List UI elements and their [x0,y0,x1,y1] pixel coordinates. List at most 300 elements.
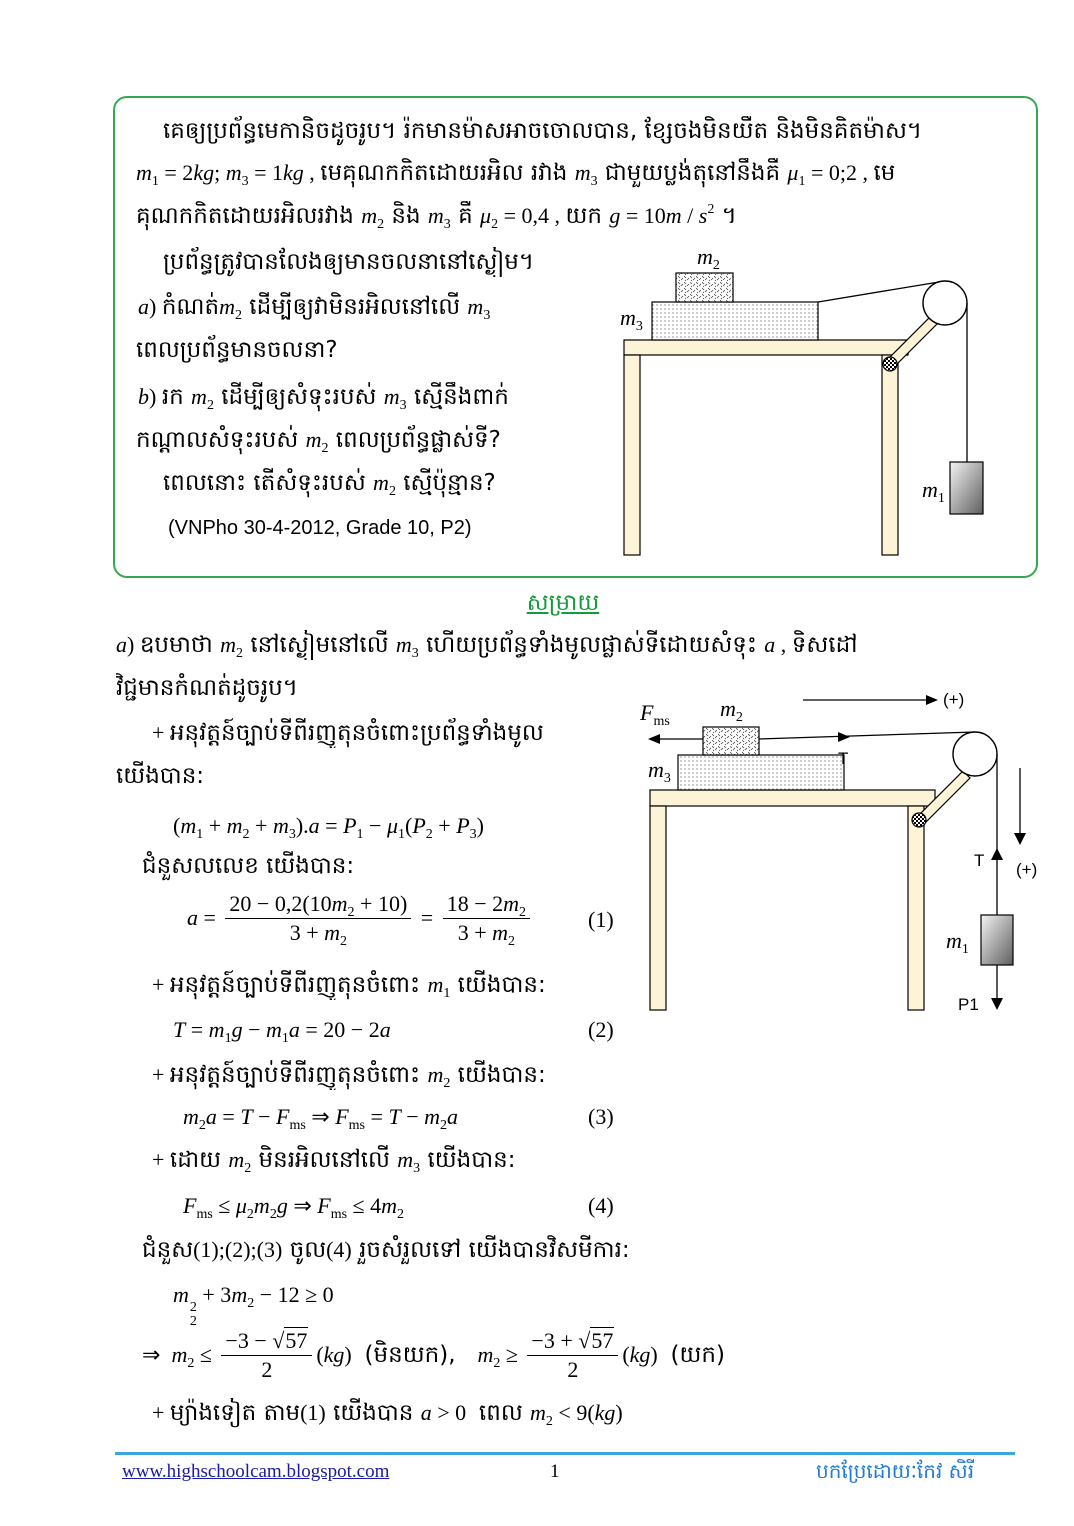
problem-line-8 [136,425,596,455]
table-top [650,790,935,806]
subscript: 2 [187,1356,195,1371]
math-text: − [363,813,387,838]
math-text: = 0,4 , [498,203,566,228]
subscript: 2 [440,1118,447,1132]
math-symbol: m [395,632,412,657]
label-m1 [946,928,969,956]
solution-line-5 [142,851,592,881]
math-variable [386,813,406,841]
math-variable [381,1193,405,1221]
figure-1-drawing [600,240,1020,570]
math-variable [191,384,214,412]
math-symbol: b [138,384,149,409]
khmer-text: មិនរអិលនៅលើ [251,1147,398,1173]
khmer-text: (មិនយក), [357,1342,478,1368]
figure-2 [640,680,1060,1025]
math-variable [173,1017,185,1042]
positive-direction-arrowhead-vertical [1014,833,1026,845]
khmer-text: កណ្ដាលសំទុះរបស់ [136,427,306,453]
khmer-text: យើងបាន: [420,1147,516,1173]
math-text: ( [173,813,181,838]
khmer-text: ពេលប្រព័ន្ធមានចលនា? [136,337,338,363]
math-variable [648,757,671,786]
khmer-text: អនុវត្តន៍ច្បាប់ទីពីរញូតុនចំពោះ [169,1062,428,1088]
math-text: 20 − 0,2(10 [229,891,332,916]
math-variable [183,1193,213,1221]
math-text: = 0;2 , [805,160,874,185]
footer-rule [115,1452,1015,1455]
math-text: + [249,813,273,838]
equation-1 [187,888,577,952]
math-text: ⇒ [287,1193,318,1218]
math-text: / [681,203,699,228]
math-symbol: m [427,1062,444,1087]
math-text: (1);(2);(3) [193,1237,283,1262]
math-symbol: P [412,813,426,838]
subscript: 2 [493,1356,501,1371]
equation-number-2: (2) [588,1017,614,1042]
math-text: = 2 [158,160,194,185]
math-text: ( [405,813,413,838]
khmer-text: មេគុណកកិតដោយរអិល រវាង [320,160,575,186]
math-symbol: g [609,203,621,228]
block-m2 [703,727,759,755]
math-symbol: a [288,1017,300,1042]
math-symbol: m [467,294,484,319]
math-symbol: m [381,1193,398,1218]
footer-website-link[interactable]: www.highschoolcam.blogspot.com [122,1461,390,1482]
subscript: 1 [443,986,451,1000]
subscript: 2 [321,441,329,455]
equation-system-motion [173,811,623,841]
subscript: 2 [712,258,720,273]
math-symbol: m [226,813,243,838]
math-symbol: a [116,632,127,657]
inequality-solution [142,1325,1042,1389]
subscript: 3 [411,646,419,660]
math-symbol: m [228,1147,245,1172]
block-m3 [678,755,844,790]
math-text: + [432,813,457,838]
khmer-text: យើងបាន [325,1400,421,1426]
khmer-text: គុណកកិតដោយរអិលរវាង [136,203,362,229]
math-symbol: m [180,813,197,838]
math-variable [193,160,214,185]
khmer-text: គេឲ្យប្រព័ន្ធមេកានិចដូចរូប។ រ៉កមានម៉ាសអាចចោលបាន, ខ្សែចងមិនយឺត និងមិនគិតម៉ាស។ [163,118,922,144]
solution-line-8 [152,1145,1032,1175]
label-friction-force [640,700,670,728]
problem-line-6 [136,335,596,365]
solution-line-7 [152,1060,1032,1090]
figure-2-drawing [640,680,1060,1025]
math-text: ≤ [194,1342,218,1367]
math-variable [764,632,775,657]
math-variable [640,700,670,729]
math-symbol: F [640,700,654,725]
math-symbol: g [276,1193,288,1218]
math-text: + [203,813,227,838]
denominator [454,919,519,947]
math-symbol: m [720,696,736,721]
math-symbol: m [191,384,207,409]
math-variable [289,1017,300,1042]
math-variable [208,1017,232,1045]
subscript: 1 [356,827,364,841]
math-variable [275,1104,306,1132]
subscript: 2 [189,1314,197,1329]
problem-line-3 [136,201,1028,231]
math-text: ) [344,1342,358,1367]
subscript: 2 [443,1076,451,1090]
math-variable [467,294,491,322]
problem-line-1 [163,116,1023,146]
square-root [272,1327,308,1353]
math-text: 3 + [457,920,493,945]
math-symbol: kg [629,1342,651,1367]
math-text: −3 − [225,1328,273,1353]
khmer-text: ជំនួសលលេខ យើងបាន: [142,853,355,879]
math-text: ) [615,1400,623,1425]
label-m2 [720,696,743,724]
subscript: 1 [224,1031,232,1045]
subscript: 3 [469,827,477,841]
label-tension-vertical: T [974,851,985,870]
math-symbol: m [305,427,322,452]
math-symbol: a [187,905,198,930]
khmer-text: រួចសំរួលទៅ យើងបានវិសមីការ: [351,1237,630,1263]
math-text: − [252,1104,276,1129]
math-text: = 20 − 2 [299,1017,380,1042]
math-variable [480,203,499,231]
math-variable [187,905,198,930]
math-text: 18 − 2 [446,891,504,916]
math-text: −3 + [531,1328,579,1353]
pivot-wheel [883,357,897,371]
math-symbol: μ [235,1193,247,1218]
math-variable [922,477,945,506]
subscript: ms [653,714,670,729]
math-variable [595,1400,616,1425]
math-symbol: F [335,1104,349,1129]
math-symbol: m [220,632,237,657]
math-text: ⇒ [142,1342,172,1367]
math-variable [421,1400,432,1425]
math-symbol: a [308,813,320,838]
khmer-text: ពេលប្រព័ន្ធផ្លាស់ទី? [328,427,501,453]
subscript: 2 [377,217,385,231]
fraction [443,890,530,947]
solution-line-9 [142,1235,1032,1265]
math-symbol: m [530,1400,546,1425]
numerator [443,890,530,919]
math-variable [427,203,451,231]
block-m2 [676,273,733,302]
math-variable [697,244,720,273]
radical-sign: √ [578,1328,591,1353]
math-variable [630,1342,651,1367]
subscript: 3 [413,1161,421,1175]
math-variable [335,1104,366,1132]
block-m3 [652,302,818,340]
khmer-text: ប្រព័ន្ធត្រូវបានលែងឲ្យមានចលនានៅស្ងៀម។ [163,249,535,275]
math-variable [397,1147,421,1175]
subscript: 2 [269,1207,277,1221]
math-variable [183,1104,206,1132]
equation-4 [183,1191,573,1221]
math-symbol: m [620,305,636,330]
problem-line-4 [163,247,593,277]
math-variable [231,1282,255,1311]
table-top [624,340,908,355]
positive-direction-arrowhead-horizontal [926,695,938,705]
math-variable [503,891,527,920]
math-variable [492,920,516,949]
math-text: 2 [567,1357,579,1382]
math-text: ; [214,160,226,185]
khmer-text: ទិសដៅ [791,632,858,658]
subscript: ms [348,1118,366,1132]
math-symbol: m [361,203,378,228]
math-symbol: m [253,1193,270,1218]
math-symbol: m [183,1104,199,1129]
superscript: 2 [707,202,715,217]
math-variable [180,813,204,841]
subscript: 2 [340,934,347,949]
math-variable [116,632,127,657]
solution-heading: សម្រាយ [526,590,600,616]
math-text: > 0 [431,1400,472,1425]
table-leg-right [908,806,924,1010]
label-tension-horizontal: T [838,749,849,768]
math-text: ) [476,813,484,838]
math-text: − [242,1017,266,1042]
subscript: 1 [961,942,969,957]
math-symbol: m [136,160,152,185]
label-m2 [697,244,720,272]
math-symbol: m [231,1282,248,1307]
math-variable [225,160,249,188]
khmer-text: រក [161,384,192,410]
math-text: = [319,813,344,838]
math-symbol: m [427,203,444,228]
subscript: 3 [483,308,491,322]
math-variable [305,427,329,455]
math-symbol: m [648,757,664,782]
math-symbol: P [343,813,357,838]
math-text: ) [149,294,162,319]
math-symbol: kg [283,160,304,185]
solution-line-3 [152,718,622,748]
label-weight: P1 [958,995,979,1014]
math-symbol: m [424,1104,440,1129]
math-variable [253,1193,277,1221]
math-text: = [216,1104,241,1129]
khmer-text: យក [565,203,610,229]
fraction [225,890,411,947]
subscript: 2 [246,1207,254,1221]
math-symbol: m [477,1342,494,1367]
subscript: 3 [288,827,296,841]
math-variable [383,384,407,412]
math-variable [477,1342,501,1371]
math-variable [609,203,620,228]
subscript: 1 [937,491,945,506]
subscript: 2 [397,1207,405,1221]
label-m1 [922,477,945,505]
subscript: 3 [590,174,598,188]
math-symbol: a [420,1400,432,1425]
solution-line-2 [116,673,616,703]
math-variable [219,294,242,322]
khmer-text: ដោយ [169,1147,229,1173]
math-symbol: kg [594,1400,616,1425]
subscript: 3 [663,771,671,786]
math-symbol: m [324,920,340,945]
math-variable [427,1062,451,1090]
math-variable [388,1104,400,1129]
solution-line-6 [152,970,627,1000]
subscript: 1 [281,1031,289,1045]
math-symbol: F [183,1193,197,1218]
subscript: 2 [508,934,516,949]
math-variable [317,1193,348,1221]
khmer-text: និង [384,203,428,229]
figure-1 [600,240,1020,570]
inequality [173,1280,573,1329]
math-symbol: m [922,477,938,502]
tension-arrowhead-horizontal [838,732,850,742]
equation-3 [183,1102,573,1132]
subscript: 3 [241,174,249,188]
numerator [225,890,411,919]
radicand: 57 [285,1328,308,1353]
block-m1 [981,915,1013,965]
math-variable [530,1400,553,1428]
math-text: − 12 ≥ 0 [254,1282,334,1307]
math-symbol: m [208,1017,225,1042]
math-variable [699,203,715,228]
math-variable [373,470,396,498]
math-variable [226,813,250,841]
math-variable [228,1147,252,1175]
math-variable [666,203,682,228]
fraction [527,1327,618,1384]
tension-arrowhead-vertical [991,848,1003,860]
subscript: ms [330,1207,348,1221]
weight-arrowhead [991,998,1003,1010]
math-text: + [152,972,170,997]
table-leg-left [624,355,640,555]
radical-sign: √ [272,1328,285,1353]
math-symbol: a [205,1104,217,1129]
math-text: (4) [326,1237,352,1262]
math-text: 2 [261,1357,273,1382]
khmer-text: ម្យ៉ាងទៀត តាម [169,1400,301,1426]
problem-question-b [138,382,598,412]
khmer-text: អនុវត្តន៍ច្បាប់ទីពីរញូតុនចំពោះប្រព័ន្ធទាំងមូល [169,720,544,746]
math-variable [331,891,355,920]
denominator [286,919,351,947]
translator-credit: បកប្រែដោយៈកែវ សិរី [816,1459,975,1483]
math-text: ≤ [212,1193,236,1218]
math-variable [620,305,643,334]
math-variable [380,1017,391,1042]
math-variable [427,972,451,1000]
khmer-text: ពេលនោះ តើសំទុះរបស់ [163,470,374,496]
math-variable [173,1282,197,1329]
subscript: 2 [247,1296,255,1311]
rope-horizontal [759,732,975,739]
math-variable [272,813,296,841]
math-variable [574,160,598,188]
math-text: = 10 [620,203,666,228]
radicand: 57 [591,1328,614,1353]
subscript: 2 [388,484,396,498]
math-symbol: m [427,972,444,997]
math-variable [787,160,806,188]
subscript: 3 [399,398,407,412]
khmer-text: ដើម្បីឲ្យសំទុះរបស់ [213,384,384,410]
math-symbol: μ [480,203,492,228]
math-symbol: m [574,160,591,185]
khmer-text: ដើម្បីឲ្យវាមិនរអិលនៅលើ [242,294,468,320]
math-symbol: m [373,470,389,495]
math-symbol: m [173,1282,189,1307]
math-text: = [185,1017,209,1042]
math-symbol: m [219,294,235,319]
math-text: ) [149,384,162,409]
superscript: 2 [189,1300,197,1315]
label-m3 [648,757,671,785]
label-m3 [620,305,643,333]
math-symbol: kg [193,160,215,185]
math-text: 3 + [289,920,325,945]
page-number: 1 [550,1461,560,1482]
denominator [257,1356,276,1384]
math-text: + 3 [196,1282,232,1307]
label-positive-vertical: (+) [1016,860,1038,879]
math-symbol: m [492,920,509,945]
subscript: 2 [242,827,250,841]
khmer-text: ជំនួស [142,1237,194,1263]
math-symbol: F [317,1193,331,1218]
solution-line-10 [152,1398,1032,1428]
equation-number-1: (1) [588,907,614,932]
khmer-text: កំណត់ [161,294,220,320]
math-symbol: F [275,1104,290,1129]
math-variable [138,384,149,409]
math-symbol: μ [386,813,399,838]
khmer-text: ចូល [282,1237,327,1263]
khmer-text: ជាមួយប្លង់តុនៅនឹងគឺ [597,160,788,186]
math-symbol: m [272,813,289,838]
khmer-text: គឺ [450,203,481,229]
khmer-text: អនុវត្តន៍ច្បាប់ទីពីរញូតុនចំពោះ [169,972,428,998]
math-text: + [152,1062,170,1087]
subscript: 3 [443,217,451,231]
math-symbol: m [946,928,962,953]
math-text: ( [622,1342,630,1367]
problem-line-2 [136,158,1028,188]
math-variable [946,928,969,957]
math-variable [412,813,433,841]
table-leg-right [882,355,898,555]
khmer-text: នៅស្ងៀមនៅលើ [243,632,396,658]
math-text: < 9( [552,1400,595,1425]
math-text: − [400,1104,425,1129]
equation-number-3: (3) [588,1104,614,1129]
solution-line-1 [116,630,1016,660]
